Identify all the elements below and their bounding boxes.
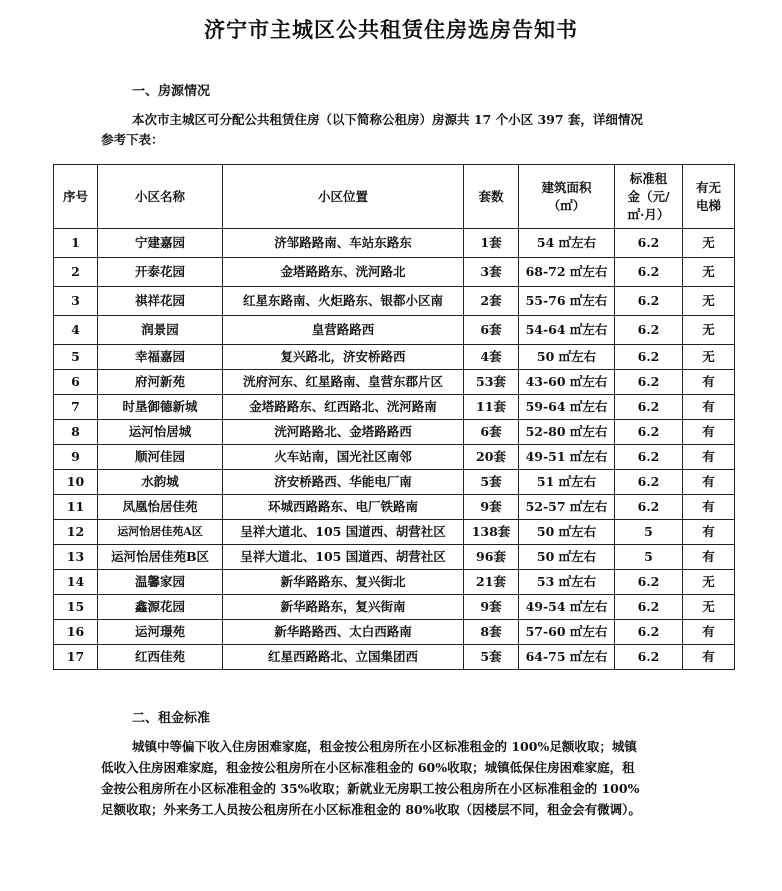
cell-rent: 6.2 [615,229,683,258]
cell-units: 96套 [464,545,519,570]
cell-location: 金塔路路东、红西路北、洸河路南 [223,395,464,420]
header-area [519,165,615,229]
cell-elevator: 有 [683,495,735,520]
cell-name: 府河新苑 [98,370,223,395]
cell-rent: 5 [615,545,683,570]
housing-table [53,164,735,670]
header-rent-line-2: 金（元/ [627,188,670,204]
cell-rent: 6.2 [615,316,683,345]
section-2-line-2: 低收入住房困难家庭，租金按公租房所在小区标准租金的 60%收取；城镇低保住房困难家庭，租 [101,760,635,775]
cell-rent: 6.2 [615,495,683,520]
cell-name: 运河怡居佳苑A区 [98,520,223,545]
cell-location: 环城西路路东、电厂铁路南 [223,495,464,520]
cell-elevator: 有 [683,395,735,420]
cell-elevator: 有 [683,545,735,570]
cell-no: 8 [54,420,98,445]
cell-area: 59-64 ㎡左右 [519,395,615,420]
cell-no: 14 [54,570,98,595]
cell-location: 复兴路北，济安桥路西 [223,345,464,370]
cell-area: 51 ㎡左右 [519,470,615,495]
cell-rent: 6.2 [615,595,683,620]
section-2-line-4: 足额收取；外来务工人员按公租房所在小区标准租金的 80%收取（因楼层不同，租金会有微调）。 [101,802,641,817]
cell-no: 6 [54,370,98,395]
cell-units: 9套 [464,595,519,620]
header-location: 小区位置 [223,165,464,229]
section-2-line-3: 金按公租房所在小区标准租金的 35%收取；新就业无房职工按公租房所在小区标准租金的 100% [101,781,640,796]
cell-area: 53 ㎡左右 [519,570,615,595]
cell-units: 11套 [464,395,519,420]
cell-units: 6套 [464,420,519,445]
cell-location: 呈祥大道北、105 国道西、胡营社区 [223,520,464,545]
table-row [54,345,735,370]
cell-no: 5 [54,345,98,370]
cell-name: 温馨家园 [98,570,223,595]
cell-elevator: 有 [683,420,735,445]
cell-area: 57-60 ㎡左右 [519,620,615,645]
cell-elevator: 有 [683,445,735,470]
cell-no: 11 [54,495,98,520]
cell-no: 13 [54,545,98,570]
cell-name: 红西佳苑 [98,645,223,670]
cell-no: 2 [54,258,98,287]
cell-elevator: 无 [683,570,735,595]
cell-units: 8套 [464,620,519,645]
cell-no: 12 [54,520,98,545]
section-2-heading: 二、租金标准 [132,711,211,726]
header-rent-line-1: 标准租 [629,170,668,186]
cell-units: 20套 [464,445,519,470]
cell-elevator: 无 [683,229,735,258]
cell-units: 2套 [464,287,519,316]
table-row [54,495,735,520]
cell-rent: 6.2 [615,370,683,395]
cell-units: 5套 [464,470,519,495]
cell-location: 皇营路路西 [223,316,464,345]
header-elevator-line-2: 电梯 [695,197,721,213]
cell-location: 呈祥大道北、105 国道西、胡营社区 [223,545,464,570]
cell-area: 50 ㎡左右 [519,520,615,545]
cell-rent: 6.2 [615,470,683,495]
cell-location: 济邹路路南、车站东路东 [223,229,464,258]
cell-no: 16 [54,620,98,645]
table-row [54,395,735,420]
cell-rent: 6.2 [615,445,683,470]
cell-elevator: 无 [683,595,735,620]
header-no: 序号 [54,165,98,229]
cell-name: 运河怡居城 [98,420,223,445]
cell-rent: 6.2 [615,645,683,670]
header-elevator-line-1: 有无 [695,179,721,195]
cell-rent: 6.2 [615,287,683,316]
document-title: 济宁市主城区公共租赁住房选房告知书 [204,18,578,42]
header-units: 套数 [464,165,519,229]
cell-units: 9套 [464,495,519,520]
cell-no: 3 [54,287,98,316]
cell-units: 6套 [464,316,519,345]
cell-area: 54 ㎡左右 [519,229,615,258]
section-1-intro-line-2: 参考下表： [101,132,164,147]
cell-location: 金塔路路东、洸河路北 [223,258,464,287]
cell-elevator: 无 [683,345,735,370]
section-2-line-1: 城镇中等偏下收入住房困难家庭，租金按公租房所在小区标准租金的 100%足额收取；城镇 [132,739,637,754]
cell-location: 火车站南，国光社区南邻 [223,445,464,470]
cell-location: 红星西路路北、立国集团西 [223,645,464,670]
cell-name: 运河怡居佳苑B区 [98,545,223,570]
table-row [54,445,735,470]
cell-rent: 6.2 [615,258,683,287]
cell-elevator: 有 [683,645,735,670]
header-area-line-2: （㎡） [547,197,586,213]
cell-elevator: 有 [683,520,735,545]
cell-area: 54-64 ㎡左右 [519,316,615,345]
cell-name: 凤凰怡居佳苑 [98,495,223,520]
cell-units: 53套 [464,370,519,395]
cell-name: 运河璟苑 [98,620,223,645]
section-1-heading: 一、房源情况 [132,84,211,99]
cell-location: 红星东路南、火炬路东、银都小区南 [223,287,464,316]
cell-units: 21套 [464,570,519,595]
cell-no: 1 [54,229,98,258]
cell-no: 7 [54,395,98,420]
cell-location: 新华路路东，复兴街南 [223,595,464,620]
cell-area: 55-76 ㎡左右 [519,287,615,316]
table-row [54,595,735,620]
table-row [54,258,735,287]
table-row [54,316,735,345]
cell-area: 52-80 ㎡左右 [519,420,615,445]
cell-name: 鑫源花园 [98,595,223,620]
cell-elevator: 有 [683,470,735,495]
cell-location: 新华路路西、太白西路南 [223,620,464,645]
cell-units: 3套 [464,258,519,287]
cell-elevator: 无 [683,316,735,345]
cell-name: 时垦御德新城 [98,395,223,420]
cell-elevator: 无 [683,258,735,287]
cell-units: 1套 [464,229,519,258]
cell-location: 新华路路东、复兴街北 [223,570,464,595]
cell-name: 水韵城 [98,470,223,495]
cell-area: 43-60 ㎡左右 [519,370,615,395]
cell-location: 洸府河东、红星路南、皇营东郡片区 [223,370,464,395]
cell-area: 50 ㎡左右 [519,545,615,570]
cell-name: 宁建嘉园 [98,229,223,258]
cell-elevator: 有 [683,620,735,645]
table-row [54,620,735,645]
cell-rent: 5 [615,520,683,545]
header-rent [615,165,683,229]
cell-no: 10 [54,470,98,495]
cell-units: 4套 [464,345,519,370]
section-1-intro-line-1: 本次市主城区可分配公共租赁住房（以下简称公租房）房源共 17 个小区 397 套，详细情况 [132,112,643,127]
cell-name: 幸福嘉园 [98,345,223,370]
cell-rent: 6.2 [615,420,683,445]
cell-elevator: 有 [683,370,735,395]
header-name: 小区名称 [98,165,223,229]
table-header-row [54,165,735,229]
table-row [54,229,735,258]
cell-area: 49-54 ㎡左右 [519,595,615,620]
table-row [54,420,735,445]
cell-name: 顺河佳园 [98,445,223,470]
cell-units: 138套 [464,520,519,545]
cell-area: 49-51 ㎡左右 [519,445,615,470]
cell-no: 15 [54,595,98,620]
cell-no: 9 [54,445,98,470]
cell-elevator: 无 [683,287,735,316]
table-row [54,370,735,395]
cell-name: 开泰花园 [98,258,223,287]
cell-rent: 6.2 [615,345,683,370]
cell-area: 50 ㎡左右 [519,345,615,370]
cell-location: 济安桥路西、华能电厂南 [223,470,464,495]
header-elevator [683,165,735,229]
cell-location: 洸河路路北、金塔路路西 [223,420,464,445]
table-row [54,287,735,316]
cell-name: 祺祥花园 [98,287,223,316]
cell-no: 4 [54,316,98,345]
cell-units: 5套 [464,645,519,670]
cell-no: 17 [54,645,98,670]
table-row [54,570,735,595]
cell-area: 52-57 ㎡左右 [519,495,615,520]
table-row [54,470,735,495]
cell-area: 68-72 ㎡左右 [519,258,615,287]
header-area-line-1: 建筑面积 [541,179,592,195]
cell-rent: 6.2 [615,620,683,645]
table-row [54,645,735,670]
cell-name: 润景园 [98,316,223,345]
cell-rent: 6.2 [615,395,683,420]
cell-area: 64-75 ㎡左右 [519,645,615,670]
table-row [54,545,735,570]
header-rent-line-3: ㎡·月） [627,206,670,222]
cell-rent: 6.2 [615,570,683,595]
table-row [54,520,735,545]
